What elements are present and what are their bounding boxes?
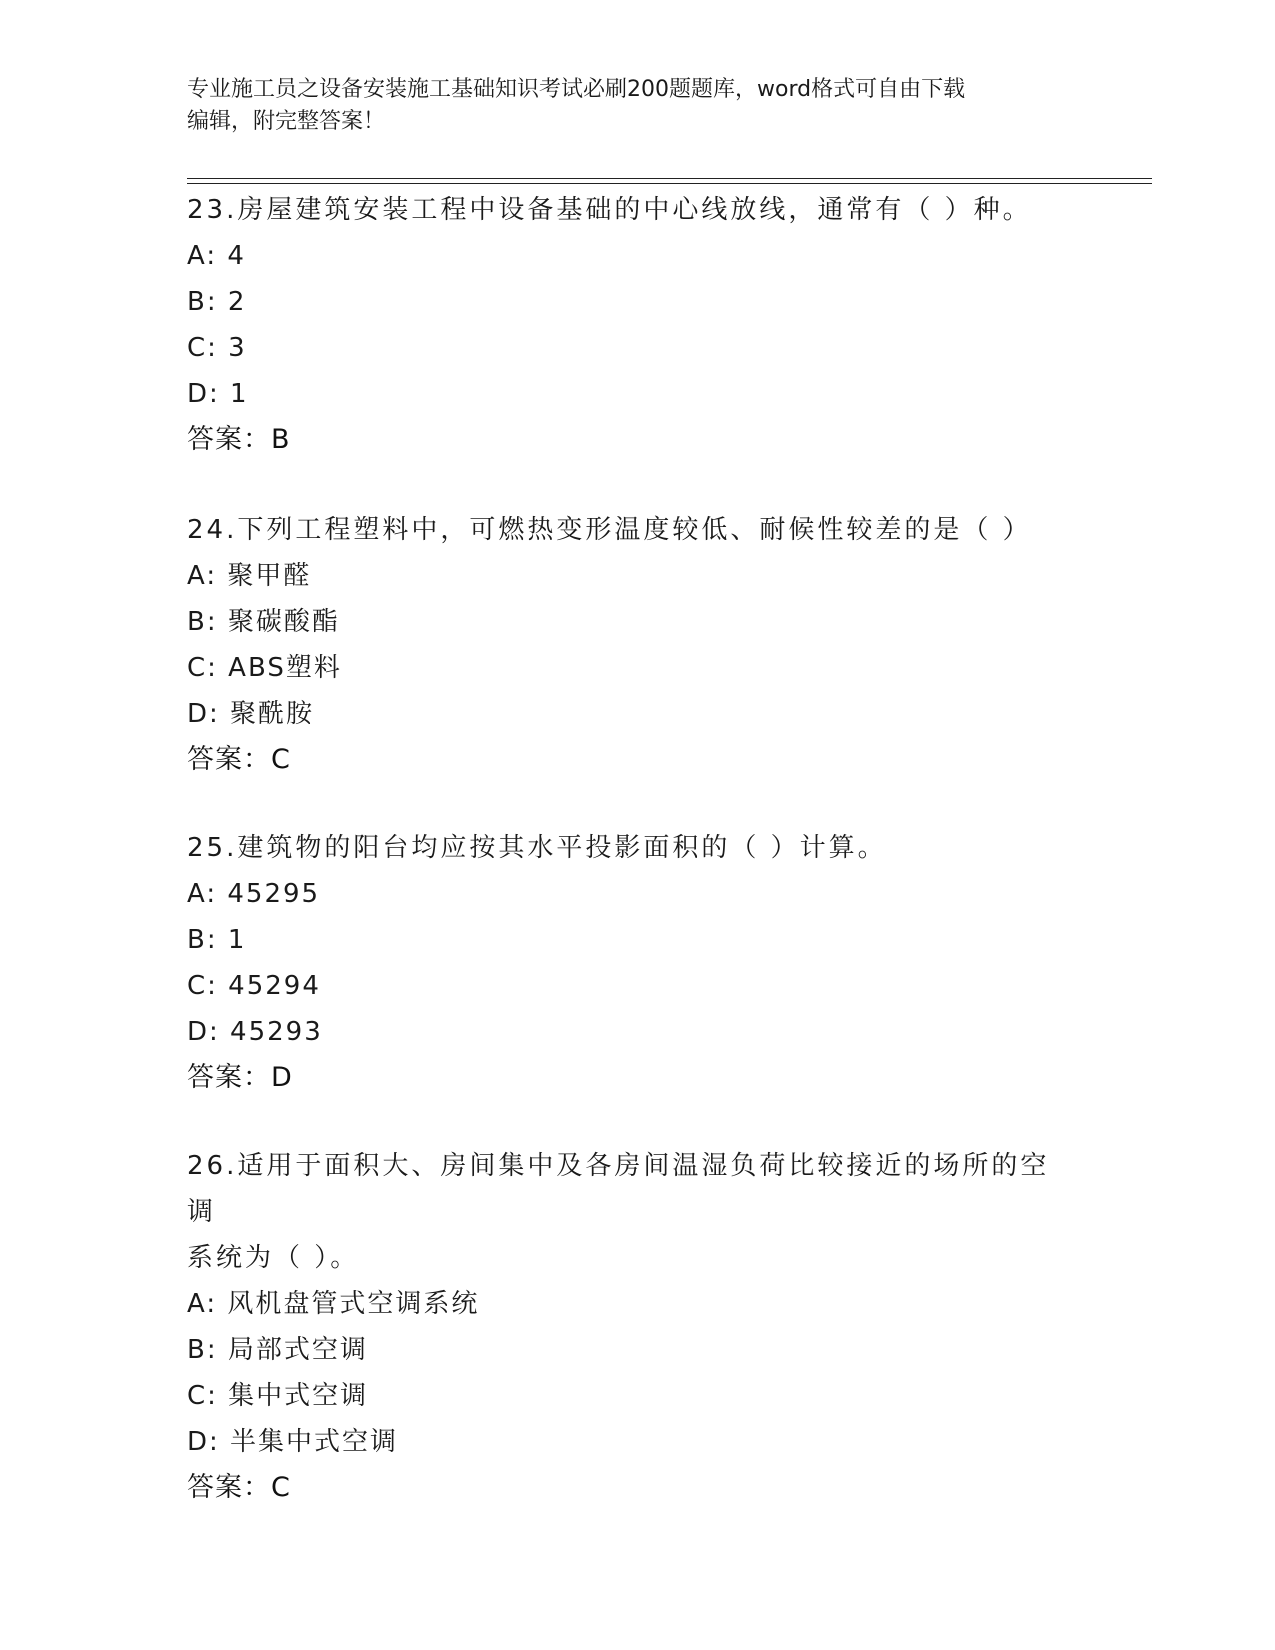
answer-line bbox=[187, 737, 1077, 783]
header-divider-bottom bbox=[187, 183, 1152, 184]
option-d: D: 聚酰胺 bbox=[187, 699, 315, 729]
question-text-line-1: 26.适用于面积大、房间集中及各房间温湿负荷比较接近的场所的空调 bbox=[187, 1151, 1050, 1227]
option-d: D: 1 bbox=[187, 379, 249, 409]
question-23 bbox=[187, 187, 1077, 463]
option-b: B: 2 bbox=[187, 287, 247, 317]
question-text: 25.建筑物的阳台均应按其水平投影面积的（ ）计算。 bbox=[187, 833, 887, 863]
option-d: D: 半集中式空调 bbox=[187, 1427, 399, 1457]
option-b: B: 局部式空调 bbox=[187, 1335, 368, 1365]
answer-label: 答案： bbox=[187, 424, 271, 455]
header-line-1: 专业施工员之设备安装施工基础知识考试必刷200题题库，word格式可自由下载 bbox=[187, 77, 966, 102]
answer-value: D bbox=[271, 1062, 292, 1093]
option-c: C: 集中式空调 bbox=[187, 1381, 369, 1411]
question-text: 23.房屋建筑安装工程中设备基础的中心线放线，通常有（ ）种。 bbox=[187, 195, 1032, 225]
answer-label: 答案： bbox=[187, 744, 271, 775]
option-b: B: 聚碳酸酯 bbox=[187, 607, 340, 637]
question-text-line-2: 系统为（ ）。 bbox=[187, 1243, 360, 1273]
answer-label: 答案： bbox=[187, 1062, 271, 1093]
header-divider-top bbox=[187, 178, 1152, 179]
question-25 bbox=[187, 825, 1077, 1101]
option-d: D: 45293 bbox=[187, 1017, 323, 1047]
answer-value: C bbox=[271, 1472, 290, 1503]
question-text: 24.下列工程塑料中，可燃热变形温度较低、耐候性较差的是（ ） bbox=[187, 515, 1032, 545]
answer-value: B bbox=[271, 424, 290, 455]
answer-line bbox=[187, 1465, 1077, 1511]
option-a: A: 4 bbox=[187, 241, 246, 271]
option-a: A: 风机盘管式空调系统 bbox=[187, 1289, 480, 1319]
option-c: C: 45294 bbox=[187, 971, 321, 1001]
document-header bbox=[187, 74, 1067, 138]
question-24 bbox=[187, 507, 1077, 783]
answer-line bbox=[187, 1055, 1077, 1101]
option-c: C: 3 bbox=[187, 333, 247, 363]
option-b: B: 1 bbox=[187, 925, 247, 955]
header-line-2: 编辑，附完整答案！ bbox=[187, 109, 386, 134]
option-a: A: 聚甲醛 bbox=[187, 561, 312, 591]
answer-value: C bbox=[271, 744, 290, 775]
question-26 bbox=[187, 1143, 1077, 1511]
answer-label: 答案： bbox=[187, 1472, 271, 1503]
option-c: C: ABS塑料 bbox=[187, 653, 342, 683]
option-a: A: 45295 bbox=[187, 879, 321, 909]
answer-line bbox=[187, 417, 1077, 463]
